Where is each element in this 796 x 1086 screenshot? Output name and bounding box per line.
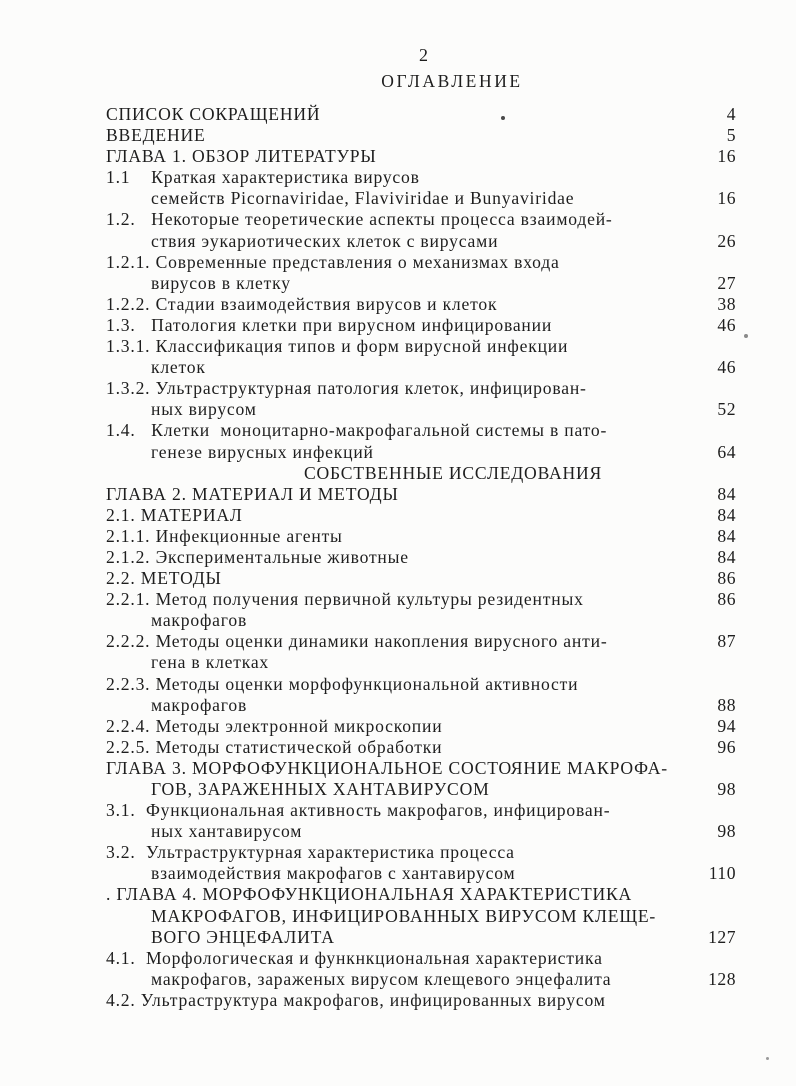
toc-entry-text: ГЛАВА 2. МАТЕРИАЛ И МЕТОДЫ: [106, 483, 399, 504]
toc-row: [106, 526, 736, 547]
toc-row: [106, 547, 736, 568]
toc-entry-page-number: 26: [717, 230, 736, 251]
toc-entry-page-number: 27: [717, 272, 736, 293]
toc-entry-page-number: 87: [717, 631, 736, 652]
toc-row: [106, 463, 736, 484]
scan-artifact-dot: [501, 116, 505, 120]
toc-entry-text: 2.1.1. Инфекционные агенты: [106, 525, 343, 546]
toc-entry-text: 3.1. Функциональная активность макрофагов, инфицирован-: [106, 800, 611, 821]
toc-row: [106, 906, 736, 927]
toc-entry-text: ных вирусом: [151, 399, 257, 420]
toc-entry-text: макрофагов: [151, 610, 248, 631]
toc-entry-page-number: 84: [717, 525, 736, 546]
toc-row: [106, 231, 736, 252]
toc-entry-page-number: 46: [717, 314, 736, 335]
toc-entry-text: . ГЛАВА 4. МОРФОФУНКЦИОНАЛЬНАЯ ХАРАКТЕРИСТИКА: [106, 884, 633, 905]
toc-entry-page-number: 94: [717, 715, 736, 736]
toc-entry-text: 1.4. Клетки моноцитарно-макрофагальной системы в пато-: [106, 420, 608, 441]
toc-entry-page-number: 128: [708, 968, 736, 989]
toc-row: [106, 927, 736, 948]
toc-entry-text: макрофагов: [151, 694, 248, 715]
toc-entry-text: ГОВ, ЗАРАЖЕННЫХ ХАНТАВИРУСОМ: [151, 779, 490, 799]
toc-row: [106, 800, 736, 821]
toc-row: [106, 167, 736, 188]
toc-entry-text: макрофагов, зараженых вирусом клещевого энцефалита: [151, 968, 612, 989]
toc-entry-text: 2.1.2. Экспериментальные животные: [106, 546, 409, 567]
toc-entry-page-number: 52: [717, 399, 736, 420]
toc-row: [106, 568, 736, 589]
toc-row: [106, 674, 736, 695]
toc-entry-text: 2.2.3. Методы оценки морфофункциональной активности: [106, 673, 579, 694]
toc-entry-text: 1.2.2. Стадии взаимодействия вирусов и клеток: [106, 293, 498, 314]
scan-artifact-dot: [766, 1057, 769, 1060]
toc-row: [106, 589, 736, 610]
toc-entry-text: вирусов в клетку: [151, 272, 291, 293]
toc-row: [106, 695, 736, 716]
toc-row: [106, 652, 736, 673]
toc-entry-page-number: 16: [717, 188, 736, 209]
toc-row: [106, 948, 736, 969]
toc-entry-text: 1.3. Патология клетки при вирусном инфицировании: [106, 314, 553, 335]
toc-entry-text: ГЛАВА 1. ОБЗОР ЛИТЕРАТУРЫ: [106, 146, 377, 167]
toc-row: [106, 399, 736, 420]
toc-entry-text: 1.2. Некоторые теоретические аспекты процесса взаимодей-: [106, 209, 613, 230]
toc-entry-page-number: 96: [717, 736, 736, 757]
toc-row: [106, 315, 736, 336]
toc-row: [106, 420, 736, 441]
toc-list: [106, 104, 736, 1011]
toc-row: [106, 884, 736, 905]
toc-row: [106, 484, 736, 505]
toc-entry-page-number: 46: [717, 357, 736, 378]
toc-row: [106, 990, 736, 1011]
page-number: 2: [419, 45, 429, 65]
toc-row: [106, 209, 736, 230]
toc-row: [106, 758, 736, 779]
toc-entry-page-number: 84: [717, 546, 736, 567]
toc-row: [106, 842, 736, 863]
toc-entry-text: 2.2.5. Методы статистической обработки: [106, 736, 443, 757]
toc-entry-text: ных хантавирусом: [151, 821, 303, 842]
toc-entry-text: генезе вирусных инфекций: [151, 441, 374, 462]
toc-row: [106, 631, 736, 652]
toc-entry-page-number: 98: [717, 821, 736, 842]
toc-entry-page-number: 98: [717, 779, 736, 799]
toc-entry-text: СПИСОК СОКРАЩЕНИЙ: [106, 104, 321, 124]
toc-entry-text: семейств Picornaviridae, Flaviviridae и Bunyaviridae: [151, 188, 575, 209]
toc-entry-page-number: 5: [726, 125, 736, 146]
toc-row: [106, 779, 736, 800]
toc-row: [106, 104, 736, 125]
toc-row: [106, 125, 736, 146]
toc-heading: ОГЛАВЛЕНИЕ: [381, 71, 523, 91]
toc-entry-text: 1.2.1. Современные представления о механизмах входа: [106, 251, 560, 272]
toc-row: [106, 336, 736, 357]
toc-entry-text: 1.1 Краткая характеристика вирусов: [106, 167, 420, 188]
toc-entry-text: 4.1. Морфологическая и функнкциональная характеристика: [106, 947, 603, 968]
toc-entry-page-number: 84: [717, 504, 736, 525]
toc-entry-text: СОБСТВЕННЫЕ ИССЛЕДОВАНИЯ: [303, 462, 603, 483]
toc-entry-text: взаимодействия макрофагов с хантавирусом: [151, 863, 516, 884]
toc-row: [106, 442, 736, 463]
toc-row: [106, 716, 736, 737]
toc-entry-text: 1.3.2. Ультраструктурная патология клеток, инфицирован-: [106, 378, 587, 399]
toc-row: [106, 737, 736, 758]
toc-entry-text: ВОГО ЭНЦЕФАЛИТА: [151, 926, 335, 947]
toc-entry-text: ВВЕДЕНИЕ: [106, 125, 206, 146]
toc-entry-text: 2.1. МАТЕРИАЛ: [106, 504, 243, 525]
toc-entry-text: гена в клетках: [151, 652, 270, 673]
toc-entry-text: ГЛАВА 3. МОРФОФУНКЦИОНАЛЬНОЕ СОСТОЯНИЕ МАКРОФА-: [106, 757, 668, 778]
toc-entry-text: 2.2.4. Методы электронной микроскопии: [106, 715, 443, 736]
toc-entry-text: ствия эукариотических клеток с вирусами: [151, 230, 499, 251]
toc-entry-page-number: 127: [708, 926, 736, 947]
toc-entry-text: 4.2. Ультраструктура макрофагов, инфицированных вирусом: [106, 989, 606, 1010]
toc-row: [106, 252, 736, 273]
toc-row: [106, 969, 736, 990]
toc-row: [106, 821, 736, 842]
toc-entry-text: клеток: [151, 357, 206, 378]
toc-entry-text: 3.2. Ультраструктурная характеристика процесса: [106, 842, 515, 863]
toc-row: [106, 294, 736, 315]
toc-row: [106, 863, 736, 884]
toc-row: [106, 505, 736, 526]
toc-entry-page-number: 64: [717, 441, 736, 462]
toc-row: [106, 188, 736, 209]
toc-row: [106, 610, 736, 631]
toc-entry-text: МАКРОФАГОВ, ИНФИЦИРОВАННЫХ ВИРУСОМ КЛЕЩЕ-: [151, 905, 657, 926]
toc-entry-page-number: 88: [717, 694, 736, 715]
toc-row: [106, 146, 736, 167]
toc-row: [106, 357, 736, 378]
toc-entry-page-number: 16: [717, 146, 736, 167]
toc-row: [106, 378, 736, 399]
toc-entry-text: 2.2.2. Методы оценки динамики накопления вирусного анти-: [106, 631, 608, 652]
scan-artifact-dot: [744, 334, 748, 338]
toc-row: [106, 273, 736, 294]
toc-entry-text: 2.2.1. Метод получения первичной культуры резидентных: [106, 589, 584, 610]
toc-entry-page-number: 86: [717, 568, 736, 589]
toc-entry-page-number: 38: [717, 293, 736, 314]
toc-entry-page-number: 110: [708, 863, 736, 884]
toc-entry-text: 2.2. МЕТОДЫ: [106, 568, 222, 589]
toc-entry-page-number: 86: [717, 589, 736, 610]
toc-entry-text: 1.3.1. Классификация типов и форм вирусной инфекции: [106, 336, 569, 357]
toc-entry-page-number: 4: [726, 104, 736, 124]
toc-entry-page-number: 84: [717, 483, 736, 504]
